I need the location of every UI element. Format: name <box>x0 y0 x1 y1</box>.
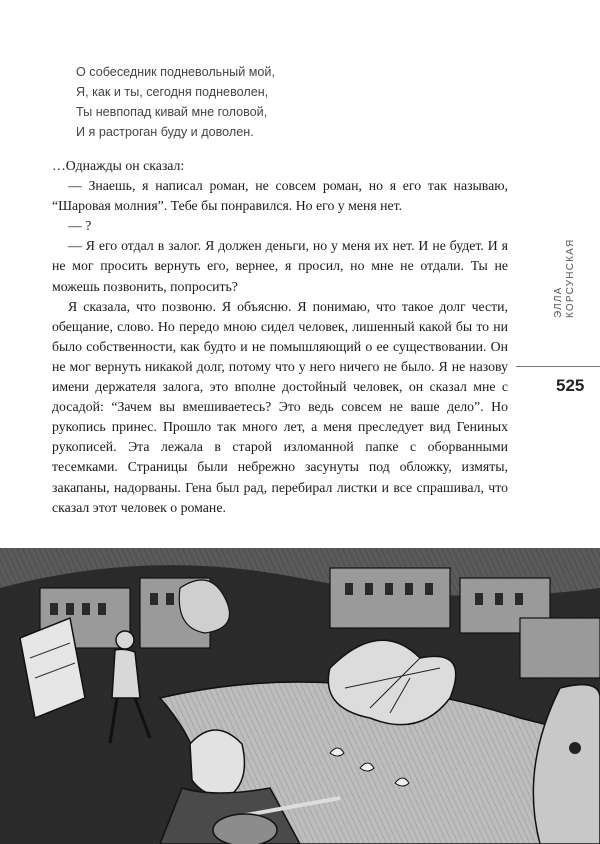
page-number-rule <box>516 366 600 367</box>
paragraph: — Знаешь, я написал роман, не совсем роман, но я его так называю, “Шаровая молния”. Тебе бы понравился. Но его у меня нет. <box>52 178 508 214</box>
page-number: 525 <box>556 376 585 395</box>
poem-epigraph <box>76 62 376 142</box>
poem-line: О собеседник подневольный мой, <box>76 65 275 79</box>
author-first-name: ЭЛЛА <box>553 286 564 318</box>
paragraph: …Однажды он сказал: <box>52 158 185 173</box>
prose-body <box>52 156 508 518</box>
paragraph: Я сказала, что позвоню. Я объясню. Я понимаю, что такое долг чести, обещание, слово. Но передо мною сидел человек, лишенный какой бы то ни было собственности, как будто и не помышляющий о ее существовании. Он не мог вернуть никакой долг, потому что у него ничего не было. Я не назову имени держателя залога, это вполне достойный человек, он сказал мне с досадой: “Зачем вы вмешиваетесь? Это ведь совсем не ваше дело”. Но рукопись принес. Прошло так много лет, а меня преследует вид Гениных рукописей. Эта лежала в старой изломанной папке с оборванными тесемками. Страницы были небрежно засунуты под обложку, измяты, закапаны, надорваны. Гена был рад, перебирал листки и все спрашивал, что сказал этот человек о романе. <box>52 298 508 515</box>
author-last-name: КОРСУНСКАЯ <box>565 238 576 318</box>
poem-line: И я растроган буду и доволен. <box>76 125 254 139</box>
paragraph: — ? <box>68 218 92 234</box>
poem-line: Ты невпопад кивай мне головой, <box>76 105 268 119</box>
paragraph: — Я его отдал в залог. Я должен деньги, но у меня их нет. И не будет. И я не мог просить вернуть его, вернее, я просил, но мне не отдали. Ты не можешь позвонить, попросить? <box>52 238 508 294</box>
illustration <box>0 548 600 844</box>
running-author-name <box>553 239 577 318</box>
poem-line: Я, как и ты, сегодня подневолен, <box>76 85 269 99</box>
